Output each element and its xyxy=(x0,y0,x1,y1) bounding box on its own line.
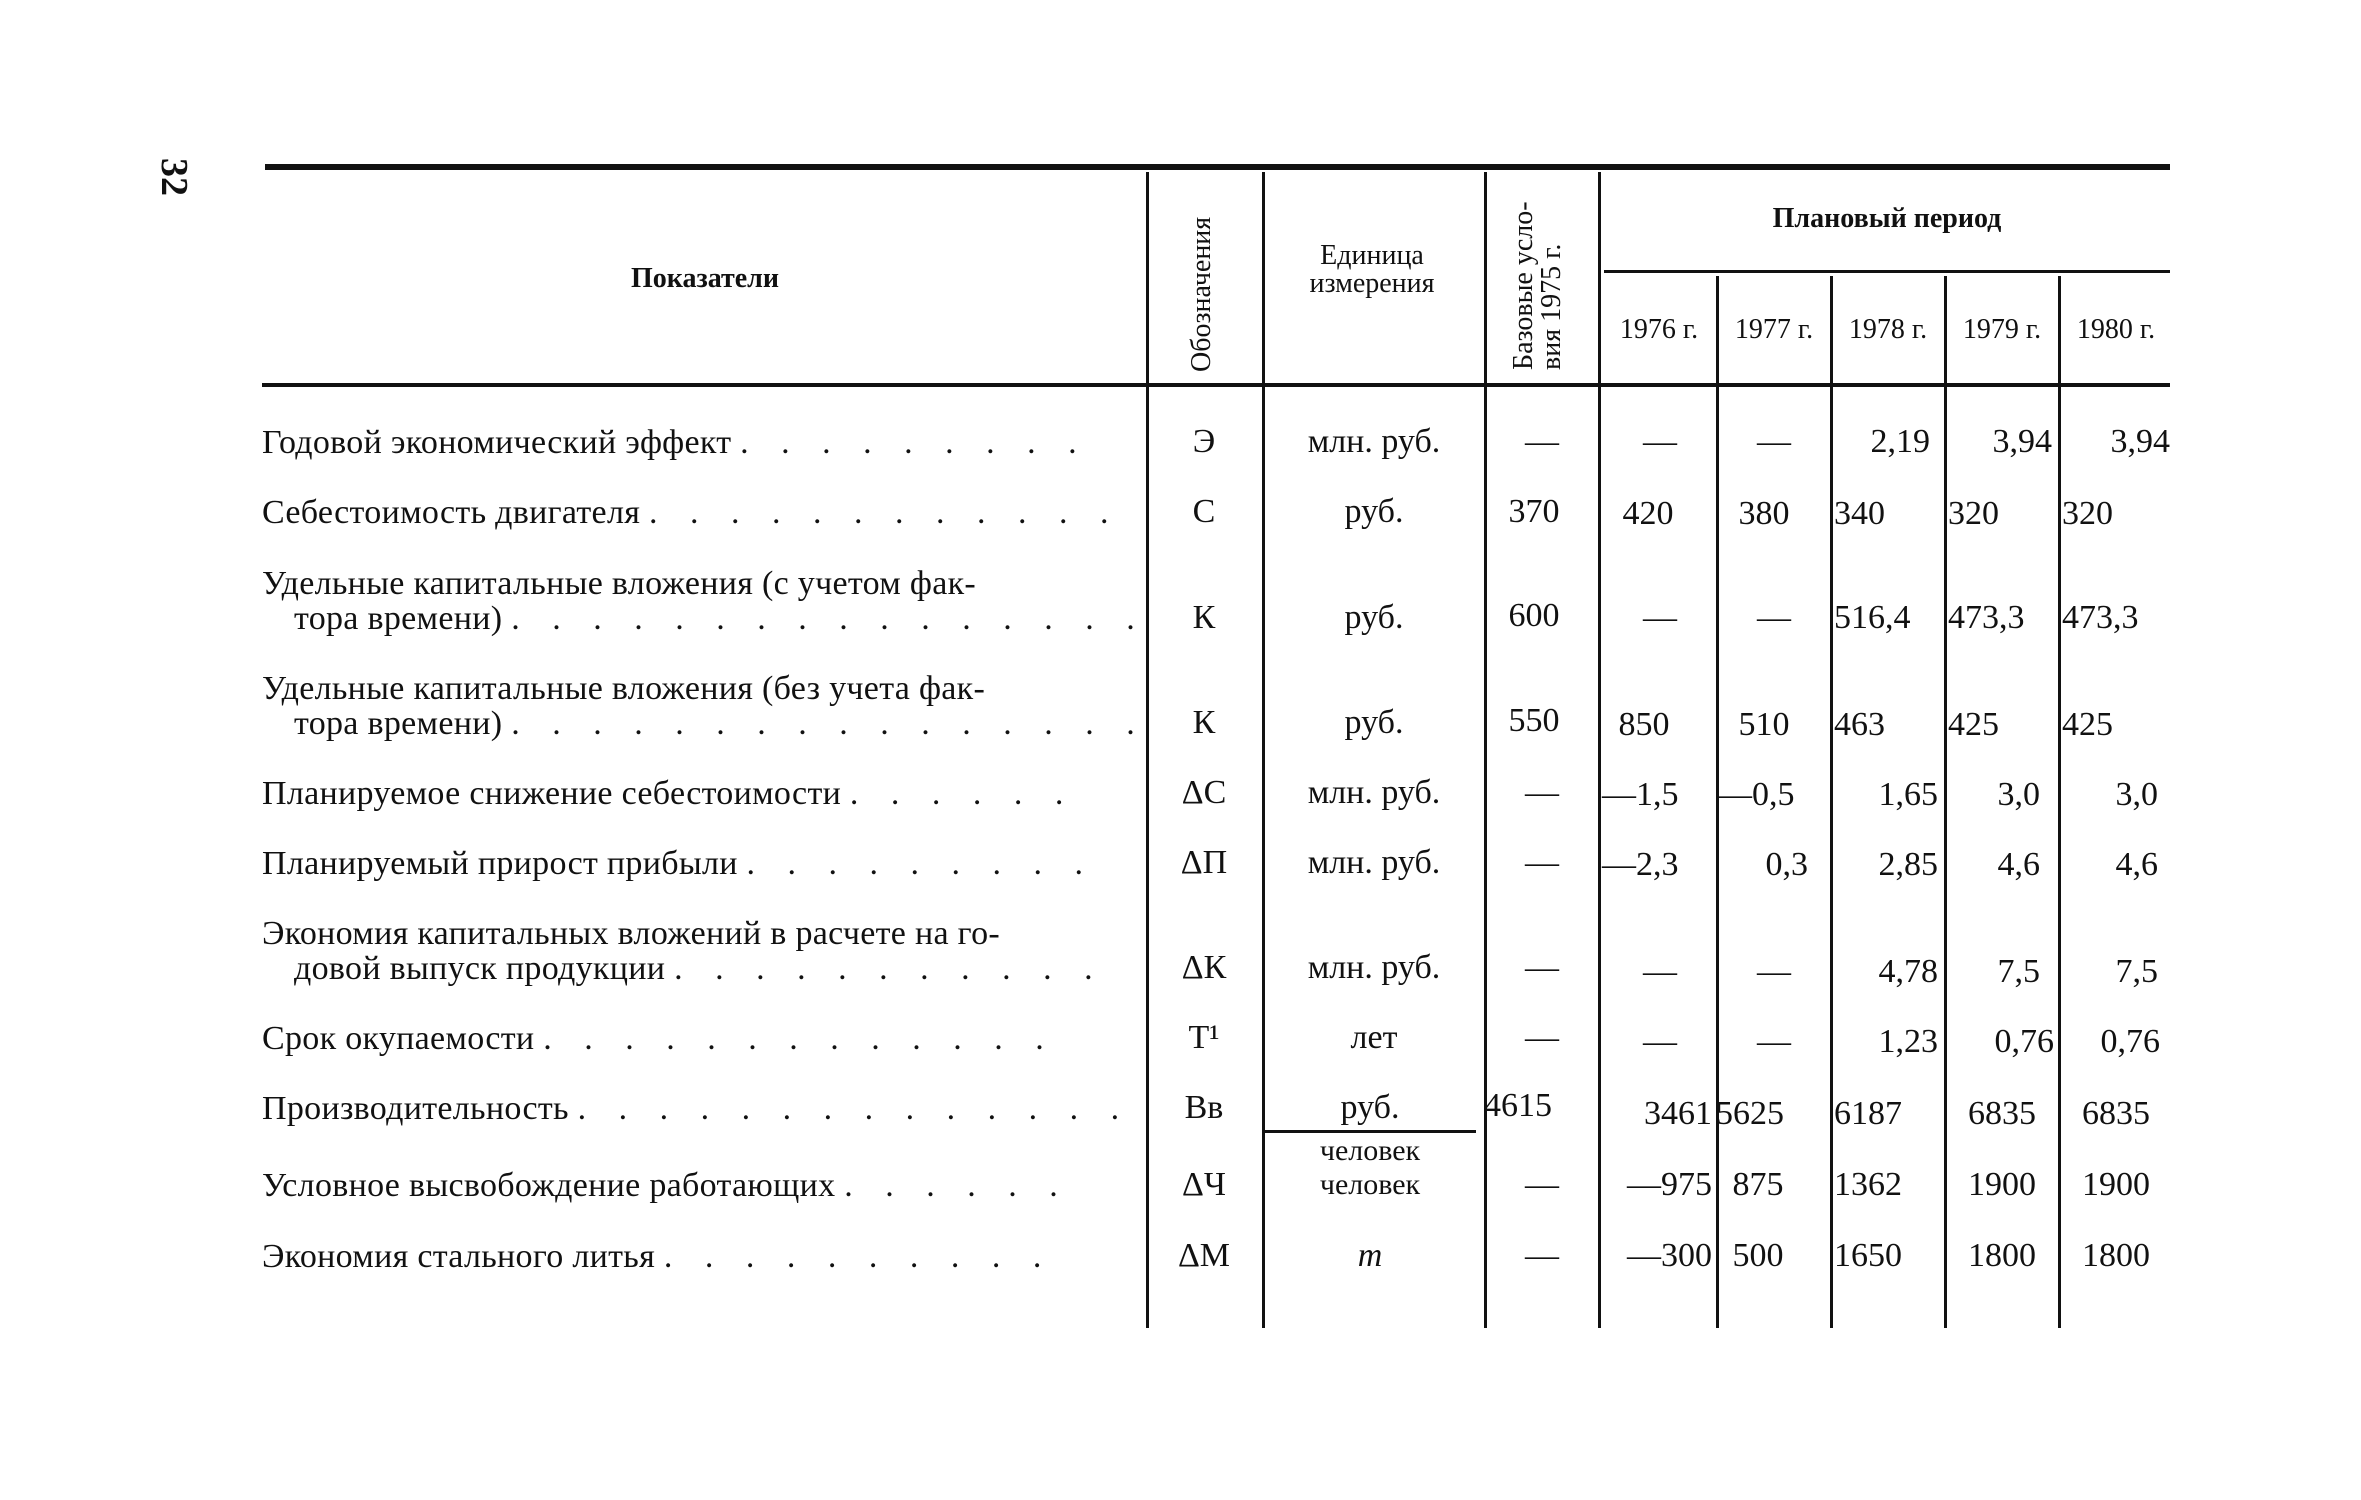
row-label xyxy=(262,916,1000,952)
table-header-bottom-rule xyxy=(262,383,2170,387)
row-unit: т xyxy=(1357,1237,1383,1274)
row-unit: руб. xyxy=(1340,1089,1400,1126)
row-value-1980: 3,94 xyxy=(2110,423,2170,460)
row-value-1976: —975 xyxy=(1627,1166,1712,1203)
leader-dots: . . . . . . xyxy=(844,1167,1070,1204)
row-value-1976: — xyxy=(1643,1023,1677,1060)
leader-dots: . . . . . . xyxy=(849,775,1076,812)
row-value-1980: 4,6 xyxy=(2115,846,2158,883)
row-value-1978: 1,23 xyxy=(1878,1023,1938,1060)
row-value-1980: 3,0 xyxy=(2115,776,2158,813)
leader-dots: . . . . . . . . . . . . . . xyxy=(577,1090,1132,1127)
row-designation: С xyxy=(1192,493,1216,530)
row-label-text: Экономия капитальных вложений в расчете на го- xyxy=(262,915,1000,952)
unit-header: Единица измерения xyxy=(1309,240,1435,299)
row-label xyxy=(262,776,1075,812)
row-label xyxy=(262,425,1089,461)
row-label-text: Планируемое снижение себестоимости xyxy=(262,775,842,812)
base-conditions-header xyxy=(1510,201,1566,370)
column-divider-planned xyxy=(1598,172,1601,1328)
row-label xyxy=(294,601,1147,637)
row-unit: млн. руб. xyxy=(1307,423,1441,460)
row-value-1977: —0,5 xyxy=(1718,776,1795,813)
row-unit: млн. руб. xyxy=(1307,774,1441,811)
row-designation: ΔС xyxy=(1181,774,1227,811)
row-value-1976: — xyxy=(1643,599,1677,636)
row-value-1976: — xyxy=(1643,953,1677,990)
row-value-1979: 473,3 xyxy=(1948,599,2025,636)
planned-period-rule xyxy=(1604,270,2170,273)
row-value-1979: 3,0 xyxy=(1997,776,2040,813)
row-value-1978: 340 xyxy=(1834,495,1885,532)
row-label xyxy=(294,706,1147,742)
row-value-1977: — xyxy=(1757,953,1791,990)
row-designation: Вв xyxy=(1184,1089,1224,1126)
leader-dots: . . . . . . . . . . . . xyxy=(648,494,1121,531)
row-base-value: 370 xyxy=(1508,493,1560,530)
row-label xyxy=(262,1168,1070,1204)
row-designation: Э xyxy=(1192,423,1216,460)
row-label xyxy=(262,671,985,707)
row-base-value: 550 xyxy=(1508,702,1560,739)
row-label-text: тора времени) xyxy=(294,705,503,742)
row-value-1976: —1,5 xyxy=(1602,776,1679,813)
row-label xyxy=(262,566,976,602)
page-number: 32 xyxy=(153,158,195,196)
row-value-1977: — xyxy=(1757,423,1791,460)
row-value-1977: 380 xyxy=(1738,495,1790,532)
row-value-1976: 850 xyxy=(1618,706,1670,743)
leader-dots: . . . . . . . . . . xyxy=(663,1238,1054,1275)
row-designation: ΔЧ xyxy=(1182,1166,1226,1203)
row-base-value: 600 xyxy=(1508,597,1560,634)
row-base-value: — xyxy=(1525,1237,1559,1274)
row-unit: руб. xyxy=(1344,704,1404,741)
row-value-1978: 4,78 xyxy=(1878,953,1938,990)
row-value-1980: 7,5 xyxy=(2115,953,2158,990)
row-label-text: довой выпуск продукции xyxy=(294,950,666,987)
year-header-1980: 1980 г. xyxy=(2076,314,2156,345)
row-value-1977: 0,3 xyxy=(1765,846,1808,883)
row-label-text: Планируемый прирост прибыли xyxy=(262,845,738,882)
leader-dots: . . . . . . . . . xyxy=(746,845,1096,882)
row-value-1977: 875 xyxy=(1732,1166,1784,1203)
productivity-unit-fraction-rule xyxy=(1264,1130,1476,1133)
row-value-1976: — xyxy=(1643,423,1677,460)
row-value-1976: —2,3 xyxy=(1602,846,1679,883)
row-label-text: Удельные капитальные вложения (с учетом фак- xyxy=(262,565,977,602)
row-base-value: — xyxy=(1525,844,1559,881)
row-value-1978: 1362 xyxy=(1834,1166,1902,1203)
row-value-1979: 1800 xyxy=(1968,1237,2036,1274)
row-unit: млн. руб. xyxy=(1307,949,1441,986)
row-designation: ΔП xyxy=(1180,844,1228,881)
row-value-1979: 425 xyxy=(1948,706,1999,743)
leader-dots: . . . . . . . . . . . . . . . . xyxy=(511,705,1147,742)
row-label-text: Удельные капитальные вложения (без учета фак- xyxy=(262,670,986,707)
row-unit: человек xyxy=(1319,1168,1421,1201)
row-base-value: — xyxy=(1525,949,1559,986)
row-base-value: — xyxy=(1525,1019,1559,1056)
row-unit: лет xyxy=(1350,1019,1398,1056)
column-divider-designation xyxy=(1146,172,1149,1328)
base-conditions-line-1: Базовые усло- xyxy=(1508,201,1539,370)
leader-dots: . . . . . . . . . xyxy=(740,424,1089,461)
base-conditions-line-2: вия 1975 г. xyxy=(1536,243,1567,370)
row-designation: Т¹ xyxy=(1188,1019,1220,1056)
row-base-value: — xyxy=(1525,1166,1559,1203)
row-unit: руб. xyxy=(1344,493,1404,530)
row-label-text: Условное высвобождение работающих xyxy=(262,1167,836,1204)
row-base-value: 4615 xyxy=(1484,1087,1552,1124)
row-value-1980: 425 xyxy=(2062,706,2113,743)
column-divider-1980 xyxy=(2058,276,2061,1328)
leader-dots: . . . . . . . . . . . xyxy=(674,950,1105,987)
row-value-1977: — xyxy=(1757,599,1791,636)
row-designation: ΔК xyxy=(1181,949,1227,986)
row-value-1978: 516,4 xyxy=(1834,599,1911,636)
row-label-text: тора времени) xyxy=(294,600,503,637)
column-divider-base xyxy=(1484,172,1487,1328)
row-designation: К xyxy=(1192,704,1216,741)
row-value-1977: 5625 xyxy=(1716,1095,1784,1132)
row-value-1978: 463 xyxy=(1834,706,1885,743)
row-value-1980: 0,76 xyxy=(2100,1023,2160,1060)
row-designation: ΔМ xyxy=(1177,1237,1231,1274)
row-label-text: Производительность xyxy=(262,1090,569,1127)
year-header-1976: 1976 г. xyxy=(1619,314,1699,345)
row-value-1979: 6835 xyxy=(1968,1095,2036,1132)
row-label-text: Годовой экономический эффект xyxy=(262,424,732,461)
row-value-1979: 0,76 xyxy=(1994,1023,2054,1060)
leader-dots: . . . . . . . . . . . . . . . . xyxy=(511,600,1147,637)
row-base-value: — xyxy=(1525,774,1559,811)
row-value-1980: 320 xyxy=(2062,495,2113,532)
row-value-1978: 2,85 xyxy=(1878,846,1938,883)
row-value-1978: 1650 xyxy=(1834,1237,1902,1274)
row-value-1979: 1900 xyxy=(1968,1166,2036,1203)
row-label xyxy=(262,1091,1131,1127)
row-value-1979: 320 xyxy=(1948,495,1999,532)
column-divider-1979 xyxy=(1944,276,1947,1328)
leader-dots: . . . . . . . . . . . . . xyxy=(543,1020,1056,1057)
row-value-1977: 500 xyxy=(1732,1237,1784,1274)
row-value-1978: 6187 xyxy=(1834,1095,1902,1132)
row-label xyxy=(262,1021,1056,1057)
row-value-1976: 3461 xyxy=(1644,1095,1712,1132)
row-value-1979: 7,5 xyxy=(1997,953,2040,990)
row-unit-denominator: человек xyxy=(1319,1134,1421,1167)
row-value-1980: 1900 xyxy=(2082,1166,2150,1203)
row-value-1979: 4,6 xyxy=(1997,846,2040,883)
year-header-1977: 1977 г. xyxy=(1734,314,1814,345)
row-value-1980: 1800 xyxy=(2082,1237,2150,1274)
row-value-1977: — xyxy=(1757,1023,1791,1060)
year-header-1978: 1978 г. xyxy=(1848,314,1928,345)
row-unit: млн. руб. xyxy=(1307,844,1441,881)
row-value-1978: 1,65 xyxy=(1878,776,1938,813)
row-value-1977: 510 xyxy=(1738,706,1790,743)
row-value-1980: 473,3 xyxy=(2062,599,2139,636)
column-divider-1978 xyxy=(1830,276,1833,1328)
year-header-1979: 1979 г. xyxy=(1962,314,2042,345)
row-designation: К xyxy=(1192,599,1216,636)
indicators-header: Показатели xyxy=(630,262,780,294)
row-unit: руб. xyxy=(1344,599,1404,636)
table-top-rule xyxy=(265,164,2170,170)
designation-header: Обозначения xyxy=(1186,216,1217,372)
row-label-text: Срок окупаемости xyxy=(262,1020,535,1057)
row-label xyxy=(294,951,1105,987)
row-value-1979: 3,94 xyxy=(1992,423,2052,460)
row-label xyxy=(262,1239,1053,1275)
row-value-1978: 2,19 xyxy=(1870,423,1930,460)
planned-period-header: Плановый период xyxy=(1772,203,2002,234)
column-divider-unit xyxy=(1262,172,1265,1328)
row-value-1976: —300 xyxy=(1627,1237,1712,1274)
row-value-1976: 420 xyxy=(1622,495,1674,532)
row-label xyxy=(262,495,1120,531)
row-base-value: — xyxy=(1525,423,1559,460)
row-value-1980: 6835 xyxy=(2082,1095,2150,1132)
row-label xyxy=(262,846,1095,882)
row-label-text: Себестоимость двигателя xyxy=(262,494,641,531)
row-label-text: Экономия стального литья xyxy=(262,1238,656,1275)
